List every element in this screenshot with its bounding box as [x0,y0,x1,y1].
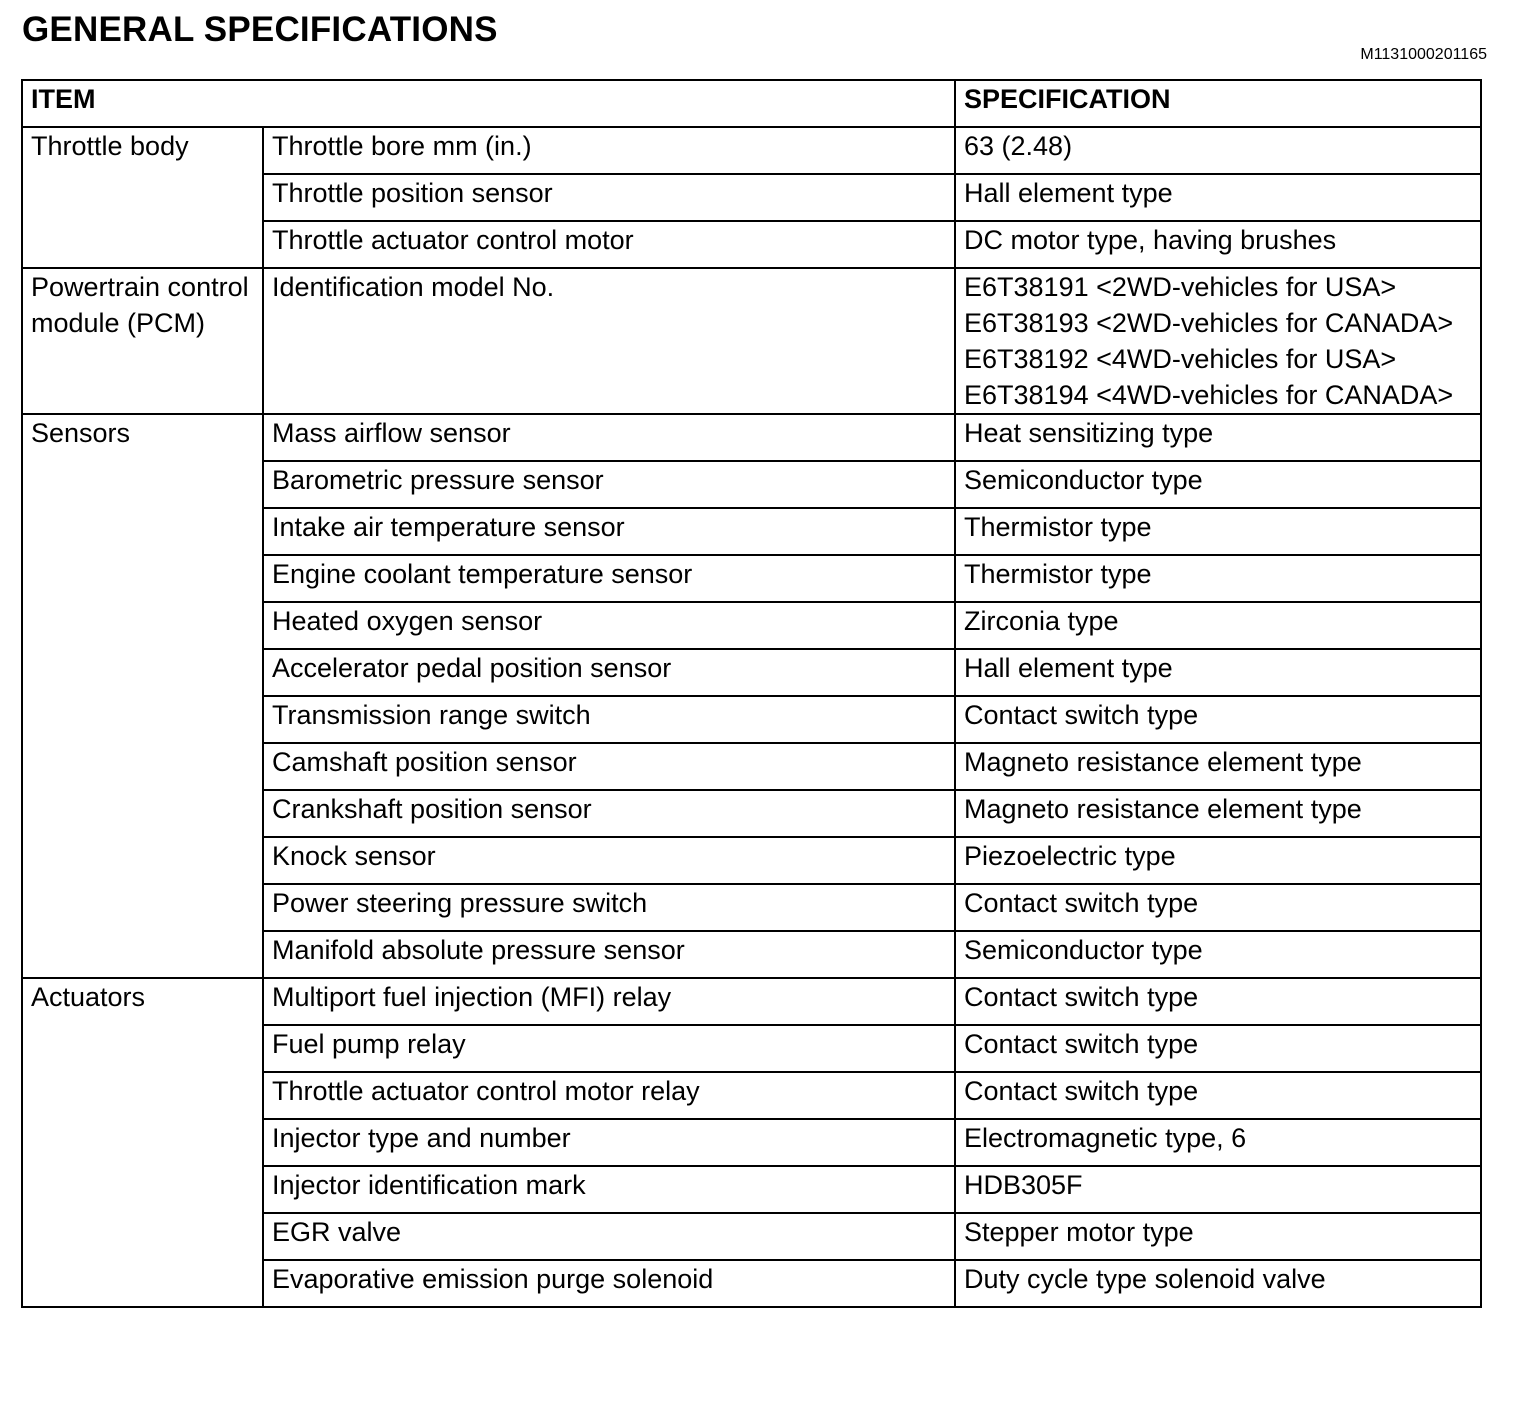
document-code: M1131000201165 [1360,46,1487,63]
item-cell: Knock sensor [263,837,955,884]
item-cell: Engine coolant temperature sensor [263,555,955,602]
specification-line: Magneto resistance element type [964,747,1362,777]
item-cell: Heated oxygen sensor [263,602,955,649]
specification-cell [955,221,1481,268]
specification-cell [955,931,1481,978]
specification-line: Magneto resistance element type [964,794,1362,824]
specification-cell [955,414,1481,461]
header-item: ITEM [22,80,955,127]
specification-cell [955,649,1481,696]
item-cell: Manifold absolute pressure sensor [263,931,955,978]
item-cell: Fuel pump relay [263,1025,955,1072]
specification-line: Zirconia type [964,606,1119,636]
specification-line: Thermistor type [964,512,1152,542]
item-cell: EGR valve [263,1213,955,1260]
specifications-table [21,79,1482,1308]
specification-cell [955,1213,1481,1260]
table-row [22,268,1481,414]
specification-line: E6T38193 <2WD-vehicles for CANADA> [964,308,1454,338]
item-cell: Barometric pressure sensor [263,461,955,508]
specification-cell [955,837,1481,884]
specification-cell [955,127,1481,174]
group-name-cell: Throttle body [22,127,263,268]
specification-line: Stepper motor type [964,1217,1194,1247]
item-cell: Evaporative emission purge solenoid [263,1260,955,1307]
group-name-cell: Powertrain control module (PCM) [22,268,263,414]
item-cell: Transmission range switch [263,696,955,743]
item-cell: Crankshaft position sensor [263,790,955,837]
specification-line: Contact switch type [964,700,1199,730]
specification-line: Hall element type [964,178,1173,208]
specification-line: DC motor type, having brushes [964,225,1337,255]
specification-line: E6T38194 <4WD-vehicles for CANADA> [964,380,1454,410]
specification-line: Contact switch type [964,888,1199,918]
table-row [22,414,1481,461]
specification-cell [955,268,1481,414]
item-cell: Power steering pressure switch [263,884,955,931]
specification-cell [955,602,1481,649]
specification-line: E6T38191 <2WD-vehicles for USA> [964,272,1397,302]
specification-line: Piezoelectric type [964,841,1176,871]
specification-cell [955,978,1481,1025]
item-cell: Throttle bore mm (in.) [263,127,955,174]
specification-line: Contact switch type [964,1076,1199,1106]
specification-cell [955,1119,1481,1166]
table-body [22,127,1481,1307]
header-specification: SPECIFICATION [955,80,1481,127]
specification-line: Semiconductor type [964,465,1203,495]
item-cell: Camshaft position sensor [263,743,955,790]
item-cell: Intake air temperature sensor [263,508,955,555]
item-cell: Multiport fuel injection (MFI) relay [263,978,955,1025]
specification-cell [955,790,1481,837]
specification-cell [955,696,1481,743]
specification-line: Contact switch type [964,1029,1199,1059]
specification-cell [955,461,1481,508]
specification-line: Semiconductor type [964,935,1203,965]
page-title: GENERAL SPECIFICATIONS [22,10,498,49]
group-name-cell: Actuators [22,978,263,1307]
specification-line: E6T38192 <4WD-vehicles for USA> [964,344,1397,374]
item-cell: Throttle actuator control motor relay [263,1072,955,1119]
specification-cell [955,1260,1481,1307]
specification-line: Duty cycle type solenoid valve [964,1264,1326,1294]
specification-cell [955,174,1481,221]
specification-cell [955,743,1481,790]
specification-line: Heat sensitizing type [964,418,1214,448]
item-cell: Mass airflow sensor [263,414,955,461]
specification-line: HDB305F [964,1170,1083,1200]
item-cell: Injector type and number [263,1119,955,1166]
specification-cell [955,1072,1481,1119]
header-row [22,80,1481,127]
specification-cell [955,1025,1481,1072]
table-row [22,978,1481,1025]
specification-line: Contact switch type [964,982,1199,1012]
specification-cell [955,555,1481,602]
specification-line: Thermistor type [964,559,1152,589]
group-name-cell: Sensors [22,414,263,978]
item-cell: Throttle actuator control motor [263,221,955,268]
specification-line: Hall element type [964,653,1173,683]
specification-cell [955,1166,1481,1213]
specification-line: 63 (2.48) [964,131,1073,161]
item-cell: Injector identification mark [263,1166,955,1213]
specification-cell [955,884,1481,931]
item-cell: Accelerator pedal position sensor [263,649,955,696]
item-cell: Throttle position sensor [263,174,955,221]
table-header [22,80,1481,127]
table-row [22,127,1481,174]
specification-cell [955,508,1481,555]
specification-line: Electromagnetic type, 6 [964,1123,1247,1153]
item-cell: Identification model No. [263,268,955,414]
